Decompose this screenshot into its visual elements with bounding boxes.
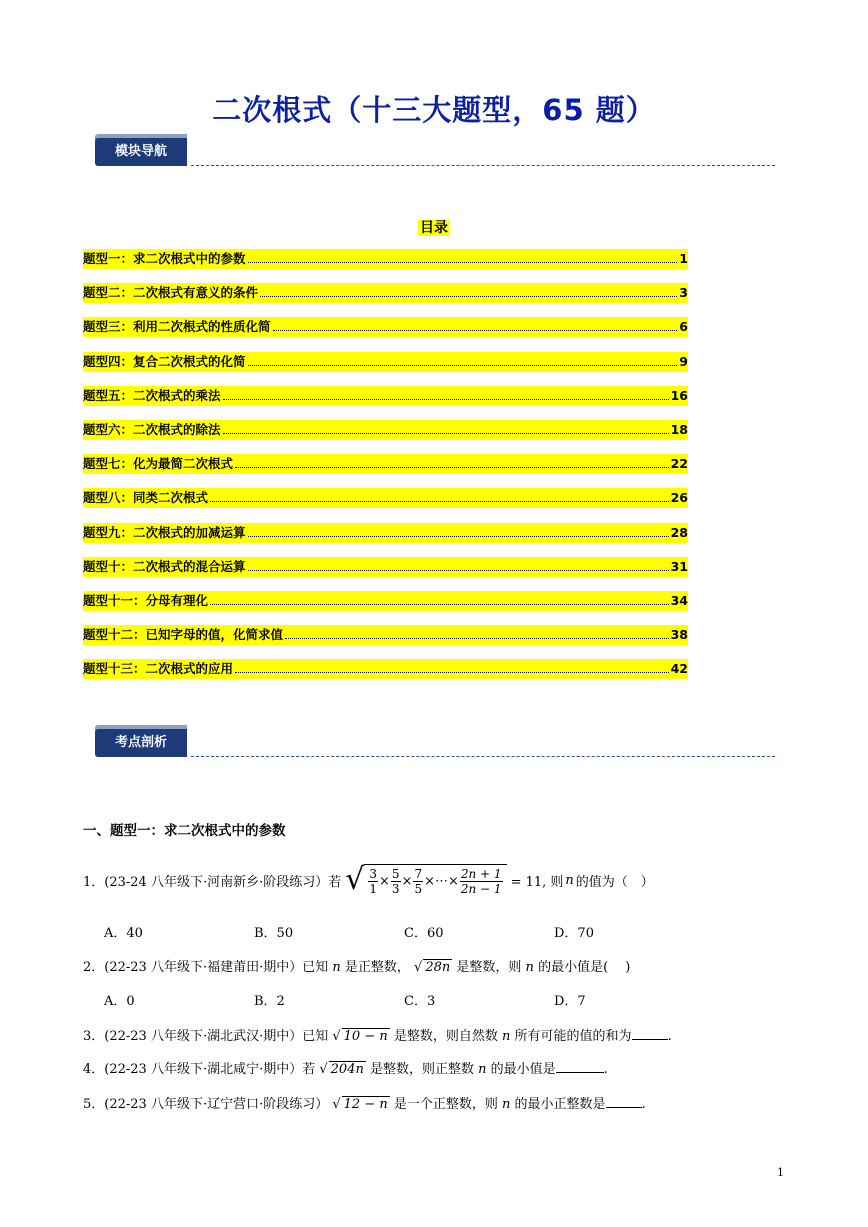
answer-blank[interactable]	[632, 1039, 668, 1040]
question-2	[83, 956, 630, 975]
question-5-tail: 的最小正整数是	[514, 1097, 606, 1112]
question-3-mid: 是整数，则自然数	[393, 1029, 498, 1044]
option-c[interactable]: C．60	[404, 926, 444, 941]
page-number: 1	[777, 1166, 784, 1179]
question-5-mid: 是一个正整数，则	[393, 1097, 498, 1112]
toc-item[interactable]	[83, 557, 688, 577]
toc-item-page: 31	[670, 558, 688, 574]
question-2-prefix: 2．(22-23 八年级下·福建莆田·期中）已知	[83, 960, 329, 975]
option-b[interactable]: B．50	[254, 926, 294, 941]
toc-heading-text: 目录	[420, 220, 448, 236]
section-bar-nav	[95, 134, 775, 168]
toc-item-label: 题型四：复合二次根式的化简	[83, 353, 246, 369]
option-a[interactable]: A．40	[104, 926, 143, 941]
radicand: 204n	[330, 1062, 364, 1077]
toc-leader-dots	[223, 398, 669, 400]
radicand: 10 − n	[343, 1029, 388, 1044]
toc-item[interactable]	[83, 591, 688, 611]
question-3	[83, 1025, 672, 1044]
option-c[interactable]: C．3	[404, 994, 436, 1009]
toc-item-page: 18	[670, 421, 688, 437]
question-2-mid: 是正整数，	[344, 960, 410, 975]
variable-n: n	[565, 872, 574, 888]
page-title: 二次根式（十三大题型，65 题）	[212, 93, 656, 127]
section-tab-analysis: 考点剖析	[95, 729, 187, 757]
toc-leader-dots	[235, 466, 669, 468]
toc-item-page: 16	[670, 387, 688, 403]
variable-n: n	[525, 960, 534, 975]
option-b[interactable]: B．2	[254, 994, 285, 1009]
question-5-end: .	[641, 1097, 646, 1112]
toc-leader-dots	[223, 432, 669, 434]
variable-n: n	[332, 960, 341, 975]
variable-n: n	[502, 1097, 511, 1112]
question-1-prefix: 1．(23-24 八年级下·河南新乡·阶段练习）若	[83, 874, 342, 890]
toc-heading	[0, 217, 868, 237]
toc-item-page: 3	[679, 285, 688, 301]
question-3-tail: 所有可能的值的和为	[514, 1029, 632, 1044]
answer-blank[interactable]	[556, 1072, 604, 1073]
option-d[interactable]: D．7	[554, 994, 586, 1009]
question-1-tail: 的值为（ ）	[575, 874, 654, 890]
toc-item-label: 题型六：二次根式的除法	[83, 421, 221, 437]
question-4-mid: 是整数，则正整数	[369, 1062, 474, 1077]
toc-item-label: 题型二：二次根式有意义的条件	[83, 285, 259, 301]
section-bar-analysis	[95, 725, 775, 759]
toc-item-page: 38	[670, 627, 688, 643]
toc-leader-dots	[285, 637, 669, 639]
toc-item-label: 题型五：二次根式的乘法	[83, 387, 221, 403]
toc-item-label: 题型十二：已知字母的值，化简求值	[83, 627, 284, 643]
toc-item-label: 题型十：二次根式的混合运算	[83, 558, 246, 574]
option-a[interactable]: A．0	[104, 994, 135, 1009]
toc-leader-dots	[235, 671, 669, 673]
sqrt-icon: √	[414, 960, 423, 975]
variable-n: n	[502, 1029, 511, 1044]
toc-leader-dots	[210, 603, 669, 605]
toc-leader-dots	[248, 569, 669, 571]
sqrt-icon: √	[319, 1062, 328, 1077]
toc-item-label: 题型八：同类二次根式	[83, 490, 209, 506]
question-1-suffix: = 11, 则	[510, 874, 564, 890]
option-d[interactable]: D．70	[554, 926, 594, 941]
toc-item-page: 28	[670, 524, 688, 540]
toc-item-label: 题型三：利用二次根式的性质化简	[83, 319, 271, 335]
question-2-tail: 的最小值是( )	[538, 960, 631, 975]
question-5-prefix: 5．(22-23 八年级下·辽宁营口·阶段练习）	[83, 1097, 329, 1112]
question-1-options	[104, 922, 704, 941]
toc-item[interactable]	[83, 283, 688, 303]
toc-leader-dots	[248, 261, 678, 263]
toc-item[interactable]	[83, 420, 688, 440]
toc-leader-dots	[273, 329, 678, 331]
toc-item-label: 题型一：求二次根式中的参数	[83, 251, 246, 266]
toc-item[interactable]	[83, 352, 688, 372]
toc-item-label: 题型九：二次根式的加减运算	[83, 524, 246, 540]
question-4-end: .	[603, 1062, 608, 1077]
toc-leader-dots	[248, 364, 678, 366]
toc-item[interactable]	[83, 386, 688, 406]
section-tab-nav: 模块导航	[95, 138, 187, 166]
sub-heading: 一、题型一：求二次根式中的参数	[83, 823, 286, 839]
answer-blank[interactable]	[606, 1107, 642, 1108]
question-4-tail: 的最小值是	[490, 1062, 556, 1077]
toc-item-page: 6	[679, 319, 688, 335]
variable-n: n	[478, 1062, 487, 1077]
question-3-prefix: 3．(22-23 八年级下·湖北武汉·期中）已知	[83, 1029, 329, 1044]
toc-leader-dots	[248, 535, 669, 537]
toc-item-label: 题型七：化为最简二次根式	[83, 456, 234, 472]
question-2-mid2: 是整数，则	[456, 960, 522, 975]
toc-item[interactable]	[83, 488, 688, 508]
section-divider	[191, 756, 775, 757]
radicand: 12 − n	[343, 1097, 388, 1112]
sqrt-icon: √	[332, 1097, 341, 1112]
toc-item-page: 9	[679, 353, 688, 369]
toc-item[interactable]	[83, 625, 688, 645]
radicand: 28n	[425, 960, 451, 975]
toc-leader-dots	[210, 500, 669, 502]
toc-item[interactable]	[83, 659, 688, 679]
toc-item-label: 题型十三：二次根式的应用	[83, 661, 234, 677]
toc-item[interactable]	[83, 523, 688, 543]
toc-item-page: 1	[679, 251, 688, 266]
question-1	[83, 858, 654, 902]
nested-radical-expression: √ $\frac{3}{1}$ × $\frac{5}{3}$ × $\frac{7}{5}$ ×⋯× $\frac{2n + 1}{2n - 1}$	[345, 864, 506, 896]
question-3-end: .	[667, 1029, 672, 1044]
toc-item-page: 34	[670, 592, 688, 608]
table-of-contents	[83, 249, 688, 693]
question-5	[83, 1093, 646, 1112]
toc-item-page: 22	[670, 456, 688, 472]
question-4-prefix: 4．(22-23 八年级下·湖北咸宁·期中）若	[83, 1062, 316, 1077]
toc-item-label: 题型十一：分母有理化	[83, 592, 209, 608]
sqrt-icon: √	[332, 1029, 341, 1044]
toc-leader-dots	[260, 295, 677, 297]
section-divider	[191, 165, 775, 166]
toc-item[interactable]	[83, 454, 688, 474]
toc-item[interactable]	[83, 317, 688, 337]
toc-item-page: 42	[670, 661, 688, 677]
toc-item[interactable]	[83, 249, 688, 269]
question-2-options	[104, 990, 704, 1009]
question-4	[83, 1058, 608, 1077]
toc-item-page: 26	[670, 490, 688, 506]
